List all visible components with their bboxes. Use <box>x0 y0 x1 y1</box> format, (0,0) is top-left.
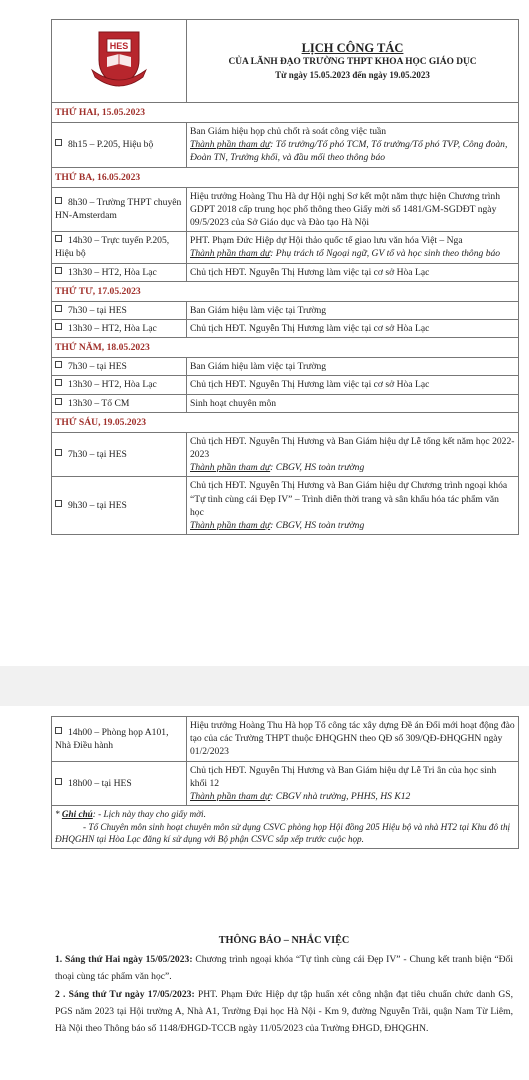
activity-cell <box>187 232 519 263</box>
activity-cell <box>187 376 519 394</box>
bullet-icon <box>55 500 62 507</box>
participants-label: Thành phần tham dự <box>190 791 271 803</box>
bullet-icon <box>55 323 62 330</box>
day-header-row <box>52 167 519 187</box>
time-location-cell <box>52 477 187 535</box>
participants <box>190 247 515 260</box>
time-location-cell <box>52 301 187 319</box>
note-row <box>52 806 519 849</box>
school-logo-icon <box>86 26 152 92</box>
notice-lead: 1. Sáng thứ Hai ngày 15/05/2023: <box>55 954 193 965</box>
bullet-icon <box>55 727 62 734</box>
bullet-icon <box>55 778 62 785</box>
participants-colon: : <box>270 248 276 260</box>
time-location-cell <box>52 376 187 394</box>
participants-colon: : <box>270 520 276 532</box>
activity-cell <box>187 320 519 338</box>
bullet-icon <box>55 197 62 204</box>
activity-text: Chủ tịch HĐT. Nguyễn Thị Hương làm việc tại cơ sở Hòa Lạc <box>190 379 430 391</box>
time-location-cell <box>52 232 187 263</box>
day-label: THỨ SÁU, 19.05.2023 <box>52 412 519 432</box>
notice-text: PHT. Phạm Đức Hiệp dự tập huấn xét công nhận đạt tiêu chuẩn chức danh GS, PGS năm 2023 tại Hội trường A, Nhà A1, Trường Đại học Hà Nội - Km 9, đường Nguyễn Trãi, quận Nam Từ Liêm, Hà Nội theo Thông báo số 1148/ĐHGD-TCCB ngày 11/05/2023 của Trường ĐHGD, ĐHQGHN. <box>55 988 514 1035</box>
schedule-row <box>52 301 519 319</box>
activity-text: Hiệu trưởng Hoàng Thu Hà họp Tổ công tác xây dựng Đề án Đổi mới hoạt động đào tạo của các Trường THPT thuộc ĐHQGHN theo QĐ số 309/QĐ-ĐHQGHN ngày 01/2/2023 <box>190 720 515 758</box>
activity-text: Ban Giám hiệu làm việc tại Trường <box>190 304 327 316</box>
time-location: 13h30 – Tổ CM <box>68 397 130 409</box>
logo-text: HES <box>109 40 129 51</box>
time-location-cell <box>52 187 187 232</box>
day-label: THỨ TƯ, 17.05.2023 <box>52 281 519 301</box>
activity-cell <box>187 717 519 762</box>
schedule-row <box>52 761 519 806</box>
activity-text: PHT. Phạm Đức Hiệp dự Hội thảo quốc tế giao lưu văn hóa Việt – Nga <box>190 235 463 247</box>
activity-text: Ban Giám hiệu làm việc tại Trường <box>190 361 327 373</box>
schedule-row <box>52 358 519 376</box>
participants <box>190 138 515 164</box>
note-text-1: - Lịch này thay cho giấy mời. <box>98 809 206 820</box>
activity-cell <box>187 263 519 281</box>
time-location-cell <box>52 761 187 806</box>
logo-cell <box>52 20 187 103</box>
schedule-row <box>52 394 519 412</box>
participants <box>190 519 515 532</box>
time-location: 7h30 – tại HES <box>68 304 127 316</box>
time-location: 13h30 – HT2, Hòa Lạc <box>68 379 157 391</box>
schedule-row <box>52 187 519 232</box>
day-header-row <box>52 281 519 301</box>
activity-text: Chủ tịch HĐT. Nguyễn Thị Hương và Ban Giám hiệu dự Lễ Tri ân của học sinh khối 12 <box>190 764 497 789</box>
time-location-cell <box>52 263 187 281</box>
bullet-icon <box>55 379 62 386</box>
activity-text: Hiệu trưởng Hoàng Thu Hà dự Hội nghị Sơ kết một năm thực hiện Chương trình GDPT 2018 cấp trung học phổ thông theo Giấy mời số 1481/GM-SGDĐT ngày 09/5/2023 của Sở Giáo dục và Đào tạo Hà Nội <box>190 190 501 229</box>
time-location: 14h30 – Trực tuyến P.205, Hiệu bộ <box>55 235 170 260</box>
notices-title: THÔNG BÁO – NHẮC VIỆC <box>218 935 350 946</box>
schedule-row <box>52 123 519 168</box>
time-location: 13h30 – HT2, Hòa Lạc <box>68 266 157 278</box>
day-label: THỨ NĂM, 18.05.2023 <box>52 338 519 358</box>
schedule-row <box>52 320 519 338</box>
day-header-row <box>52 338 519 358</box>
schedule-row <box>52 263 519 281</box>
time-location: 14h00 – Phòng họp A101, Nhà Điều hành <box>55 726 169 751</box>
note-cell <box>52 806 519 849</box>
day-header-row <box>52 103 519 123</box>
day-label: THỨ BA, 16.05.2023 <box>52 167 519 187</box>
document-page-2 <box>0 706 529 1080</box>
bullet-icon <box>55 235 62 242</box>
schedule-row <box>52 432 519 477</box>
document-title: LỊCH CÔNG TÁC <box>301 41 404 55</box>
participants-label: Thành phần tham dự <box>190 462 271 474</box>
time-location-cell <box>52 432 187 477</box>
activity-cell <box>187 123 519 168</box>
activity-cell <box>187 477 519 535</box>
time-location-cell <box>52 717 187 762</box>
activity-cell <box>187 432 519 477</box>
activity-text: Ban Giám hiệu họp chủ chốt rà soát công việc tuần <box>190 126 387 137</box>
time-location-cell <box>52 358 187 376</box>
notice-lead: 2 . Sáng thứ Tư ngày 17/05/2023: <box>55 988 195 1000</box>
time-location-cell <box>52 394 187 412</box>
activity-cell <box>187 187 519 232</box>
time-location: 13h30 – HT2, Hòa Lạc <box>68 323 157 335</box>
activity-text: Sinh hoạt chuyên môn <box>190 397 277 409</box>
notices-section <box>55 934 513 1037</box>
schedule-row <box>52 376 519 394</box>
participants-value: Tổ trưởng/Tổ phó TCM, Tổ trưởng/Tổ phó TVP, Công đoàn, Đoàn TN, Trưởng khối, và đầu mối theo thông báo <box>190 139 508 164</box>
time-location-cell <box>52 320 187 338</box>
bullet-icon <box>55 398 62 405</box>
day-label: THỨ HAI, 15.05.2023 <box>52 103 519 123</box>
schedule-row <box>52 717 519 762</box>
participants-label: Thành phần tham dự <box>190 248 271 260</box>
schedule-row <box>52 477 519 535</box>
participants-label: Thành phần tham dự <box>190 139 271 151</box>
date-range: Từ ngày 15.05.2023 đến ngày 19.05.2023 <box>275 70 430 80</box>
time-location-cell <box>52 123 187 168</box>
activity-cell <box>187 394 519 412</box>
schedule-table-continued <box>51 716 519 849</box>
participants <box>190 790 515 803</box>
day-header-row <box>52 412 519 432</box>
activity-cell <box>187 761 519 806</box>
participants-colon: : <box>270 462 276 474</box>
title-cell <box>187 20 519 103</box>
time-location: 8h15 – P.205, Hiệu bộ <box>68 139 154 151</box>
bullet-icon <box>55 139 62 146</box>
note-line-1: * Ghi chú: - Lịch này thay cho giấy mời. <box>55 809 206 820</box>
participants-colon: : <box>270 139 276 151</box>
activity-text: Chủ tịch HĐT. Nguyễn Thị Hương và Ban Giám hiệu dự Chương trình ngoại khóa “Tự tình cùng cái Đẹp IV” – Trình diễn thời trang và sân khấu hóa tác phẩm văn học <box>190 480 508 518</box>
note-text-2: - Tổ Chuyên môn sinh hoạt chuyên môn sử dụng CSVC phòng họp Hội đồng 205 Hiệu bộ và nhà HT2 tại Khu đô thị ĐHQGHN tại Hòa Lạc đăng kí sử dụng với Bộ phận CSVC sắp xếp trước cuộc họp. <box>55 821 511 845</box>
activity-cell <box>187 358 519 376</box>
bullet-icon <box>55 361 62 368</box>
activity-text: Chủ tịch HĐT. Nguyễn Thị Hương và Ban Giám hiệu dự Lễ tổng kết năm học 2022-2023 <box>190 435 515 461</box>
bullet-icon <box>55 305 62 312</box>
participants-label: Thành phần tham dự <box>190 520 271 532</box>
notice-item <box>55 951 513 986</box>
note-label: Ghi chú <box>61 809 93 820</box>
schedule-row <box>52 232 519 263</box>
participants-value: CBGV, HS toàn trường <box>275 520 365 532</box>
activity-text: Chủ tịch HĐT. Nguyễn Thị Hương làm việc tại cơ sở Hòa Lạc <box>190 323 430 335</box>
time-location: 7h30 – tại HES <box>68 361 127 373</box>
time-location: 18h00 – tại HES <box>68 777 132 789</box>
participants-colon: : <box>270 791 276 803</box>
time-location: 8h30 – Trường THPT chuyên HN-Amsterdam <box>55 197 182 222</box>
time-location: 7h30 – tại HES <box>68 449 127 461</box>
notice-item <box>55 986 513 1038</box>
notice-list <box>55 951 513 1037</box>
activity-cell <box>187 301 519 319</box>
schedule-header-row <box>52 20 519 103</box>
document-subtitle: CỦA LÃNH ĐẠO TRƯỜNG THPT KHOA HỌC GIÁO DỤC <box>228 57 477 67</box>
activity-text: Chủ tịch HĐT. Nguyễn Thị Hương làm việc tại cơ sở Hòa Lạc <box>190 266 430 278</box>
participants-value: CBGV nhà trường, PHHS, HS K12 <box>275 791 411 803</box>
bullet-icon <box>55 449 62 456</box>
participants <box>190 461 515 474</box>
bullet-icon <box>55 267 62 274</box>
time-location: 9h30 – tại HES <box>68 500 127 512</box>
participants-value: CBGV, HS toàn trường <box>275 462 365 474</box>
participants-value: Phụ trách tổ Ngoại ngữ, GV tổ và học sinh theo thông báo <box>275 248 501 260</box>
schedule-table <box>51 19 519 535</box>
notice-text: Chương trình ngoại khóa “Tự tình cùng cái Đẹp IV” - Chung kết tranh biện “Đối thoại cùng tác phẩm văn học”. <box>55 954 514 983</box>
